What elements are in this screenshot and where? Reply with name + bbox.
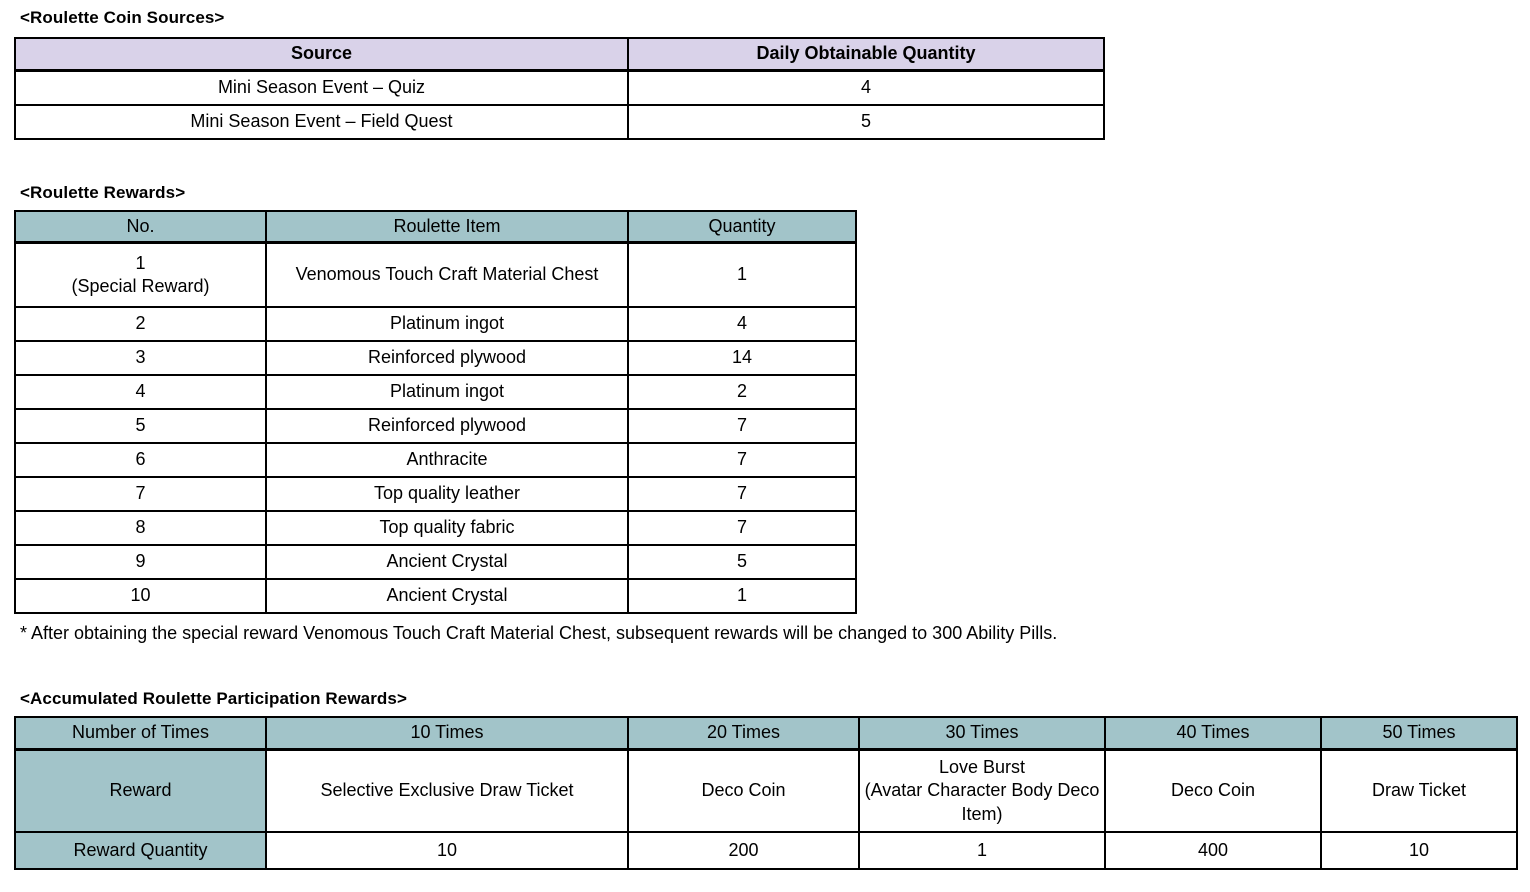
no-cell: 6: [15, 443, 266, 477]
coin-sources-header-row: [15, 38, 1104, 71]
item-cell: Reinforced plywood: [266, 341, 628, 375]
no-value: 1: [135, 252, 146, 273]
roulette-rewards-title: <Roulette Rewards>: [20, 183, 186, 202]
quantity-cell: 1: [628, 243, 856, 308]
participation-header-row: [15, 717, 1517, 750]
quantity-cell: 7: [628, 443, 856, 477]
reward-name: Selective Exclusive Draw Ticket: [320, 780, 574, 801]
column-header-50-times: 50 Times: [1321, 717, 1517, 750]
section-gap: [14, 140, 1530, 183]
no-cell: 7: [15, 477, 266, 511]
item-cell: [266, 243, 628, 308]
quantity-cell: 5: [628, 105, 1104, 139]
quantity-cell: 4: [628, 71, 1104, 106]
table-row: [15, 375, 856, 409]
item-cell: Reinforced plywood: [266, 409, 628, 443]
item-cell: Anthracite: [266, 443, 628, 477]
reward-cell: [1105, 750, 1321, 833]
source-cell: Mini Season Event – Field Quest: [15, 105, 628, 139]
roulette-rewards-table: [14, 210, 857, 614]
reward-quantity-cell: 200: [628, 832, 859, 869]
no-cell: 2: [15, 307, 266, 341]
column-header-40-times: 40 Times: [1105, 717, 1321, 750]
item-cell: Top quality leather: [266, 477, 628, 511]
section-gap: [14, 644, 1530, 689]
column-header-number-of-times: Number of Times: [15, 717, 266, 750]
no-subtext: (Special Reward): [71, 276, 210, 296]
row-label-reward: Reward: [15, 750, 266, 833]
column-header-source: Source: [15, 38, 628, 71]
quantity-cell: 1: [628, 579, 856, 613]
table-row: [15, 409, 856, 443]
special-reward-footnote: * After obtaining the special reward Venomous Touch Craft Material Chest, subsequent rewards will be changed to 300 Ability Pills.: [20, 623, 1058, 643]
reward-quantity-cell: 10: [1321, 832, 1517, 869]
column-header-30-times: 30 Times: [859, 717, 1105, 750]
column-header-10-times: 10 Times: [266, 717, 628, 750]
item-cell: Platinum ingot: [266, 375, 628, 409]
item-cell: Top quality fabric: [266, 511, 628, 545]
reward-quantity-cell: 400: [1105, 832, 1321, 869]
quantity-cell: 5: [628, 545, 856, 579]
item-cell: Ancient Crystal: [266, 579, 628, 613]
reward-quantity-cell: 1: [859, 832, 1105, 869]
item-value: Venomous Touch Craft Material Chest: [295, 264, 599, 285]
row-label-reward-quantity: Reward Quantity: [15, 832, 266, 869]
quantity-cell: 7: [628, 511, 856, 545]
column-header-20-times: 20 Times: [628, 717, 859, 750]
no-cell: 9: [15, 545, 266, 579]
quantity-cell: 7: [628, 477, 856, 511]
reward-cell: [859, 750, 1105, 833]
quantity-cell: 14: [628, 341, 856, 375]
reward-name: Love Burst: [938, 756, 1026, 777]
no-cell: 3: [15, 341, 266, 375]
table-row: [15, 307, 856, 341]
table-row: [15, 511, 856, 545]
column-header-quantity: Quantity: [628, 211, 856, 243]
reward-subtext: (Avatar Character Body Deco Item): [864, 780, 1100, 824]
coin-sources-title: <Roulette Coin Sources>: [20, 8, 225, 27]
no-cell: 4: [15, 375, 266, 409]
reward-cell: [1321, 750, 1517, 833]
table-row: [15, 545, 856, 579]
quantity-cell: 2: [628, 375, 856, 409]
quantity-cell: 7: [628, 409, 856, 443]
roulette-rewards-header-row: [15, 211, 856, 243]
no-cell: [15, 243, 266, 308]
table-row: [15, 443, 856, 477]
reward-name: Deco Coin: [1170, 780, 1256, 801]
coin-sources-table: [14, 37, 1105, 140]
no-cell: 8: [15, 511, 266, 545]
reward-cell: [266, 750, 628, 833]
reward-cell: [628, 750, 859, 833]
table-row: [15, 105, 1104, 139]
source-cell: Mini Season Event – Quiz: [15, 71, 628, 106]
reward-quantity-row: [15, 832, 1517, 869]
no-cell: 5: [15, 409, 266, 443]
table-row: [15, 71, 1104, 106]
reward-name: Deco Coin: [701, 780, 786, 801]
table-row: [15, 477, 856, 511]
column-header-daily-quantity: Daily Obtainable Quantity: [628, 38, 1104, 71]
reward-quantity-cell: 10: [266, 832, 628, 869]
participation-rewards-title: <Accumulated Roulette Participation Rewards>: [20, 689, 407, 708]
quantity-cell: 4: [628, 307, 856, 341]
no-cell: 10: [15, 579, 266, 613]
reward-row: [15, 750, 1517, 833]
column-header-item: Roulette Item: [266, 211, 628, 243]
table-row-special-reward: [15, 243, 856, 308]
table-row: [15, 579, 856, 613]
reward-name: Draw Ticket: [1371, 780, 1467, 801]
participation-rewards-table: [14, 716, 1518, 870]
table-row: [15, 341, 856, 375]
item-cell: Ancient Crystal: [266, 545, 628, 579]
column-header-no: No.: [15, 211, 266, 243]
item-cell: Platinum ingot: [266, 307, 628, 341]
